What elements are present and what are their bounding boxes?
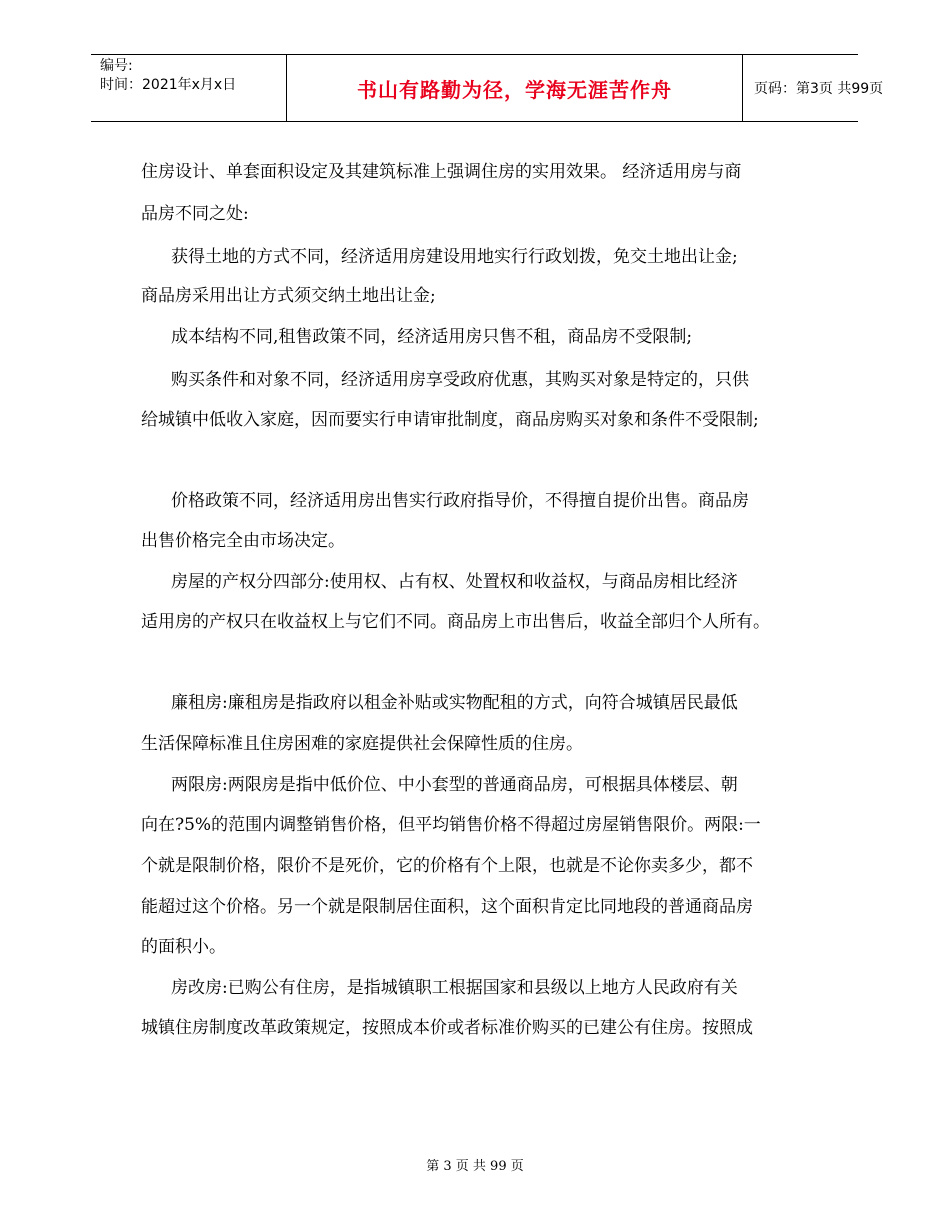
body-line: 城镇住房制度改革政策规定，按照成本价或者标准价购买的已建公有住房。按照成 (141, 1018, 753, 1038)
body-line: 购买条件和对象不同，经济适用房享受政府优惠，其购买对象是特定的，只供 (171, 370, 749, 390)
body-line: 品房不同之处: (141, 204, 249, 224)
body-line: 出售价格完全由市场决定。 (141, 531, 345, 551)
body-line: 给城镇中低收入家庭，因而要实行申请审批制度，商品房购买对象和条件不受限制; (141, 410, 759, 430)
body-line: 的面积小。 (141, 937, 226, 957)
header-page-info: 页码：第3页 共99页 (754, 81, 884, 97)
body-line: 住房设计、单套面积设定及其建筑标准上强调住房的实用效果。 经济适用房与商 (141, 162, 742, 182)
body-line: 个就是限制价格，限价不是死价，它的价格有个上限，也就是不论你卖多少，都不 (141, 856, 753, 876)
body-line: 能超过这个价格。另一个就是限制居住面积，这个面积肯定比同地段的普通商品房 (141, 897, 753, 917)
body-line: 适用房的产权只在收益权上与它们不同。商品房上市出售后，收益全部归个人所有。 (141, 612, 770, 632)
body-line: 成本结构不同,租售政策不同，经济适用房只售不租，商品房不受限制; (171, 327, 693, 347)
body-line: 房改房:已购公有住房，是指城镇职工根据国家和县级以上地方人民政府有关 (171, 978, 738, 998)
body-line: 两限房:两限房是指中低价位、中小套型的普通商品房，可根据具体楼层、朝 (171, 775, 738, 795)
body-line: 向在?5%的范围内调整销售价格，但平均销售价格不得超过房屋销售限价。两限:一 (141, 815, 761, 835)
body-line: 房屋的产权分四部分:使用权、占有权、处置权和收益权，与商品房相比经济 (171, 572, 738, 592)
body-line: 廉租房:廉租房是指政府以租金补贴或实物配租的方式，向符合城镇居民最低 (171, 693, 738, 713)
body-line: 生活保障标准且住房困难的家庭提供社会保障性质的住房。 (141, 734, 583, 754)
body-line: 商品房采用出让方式须交纳土地出让金; (141, 286, 436, 306)
body-line: 价格政策不同，经济适用房出售实行政府指导价，不得擅自提价出售。商品房 (171, 491, 749, 511)
header-motto: 书山有路勤为径，学海无涯苦作舟 (286, 55, 743, 121)
page-footer: 第 3 页 共 99 页 (426, 1159, 524, 1174)
document-number-label: 编号: (100, 58, 133, 74)
body-line: 获得土地的方式不同，经济适用房建设用地实行行政划拨，免交土地出让金; (171, 247, 738, 267)
document-time-label: 时间：2021年x月x日 (100, 77, 237, 93)
